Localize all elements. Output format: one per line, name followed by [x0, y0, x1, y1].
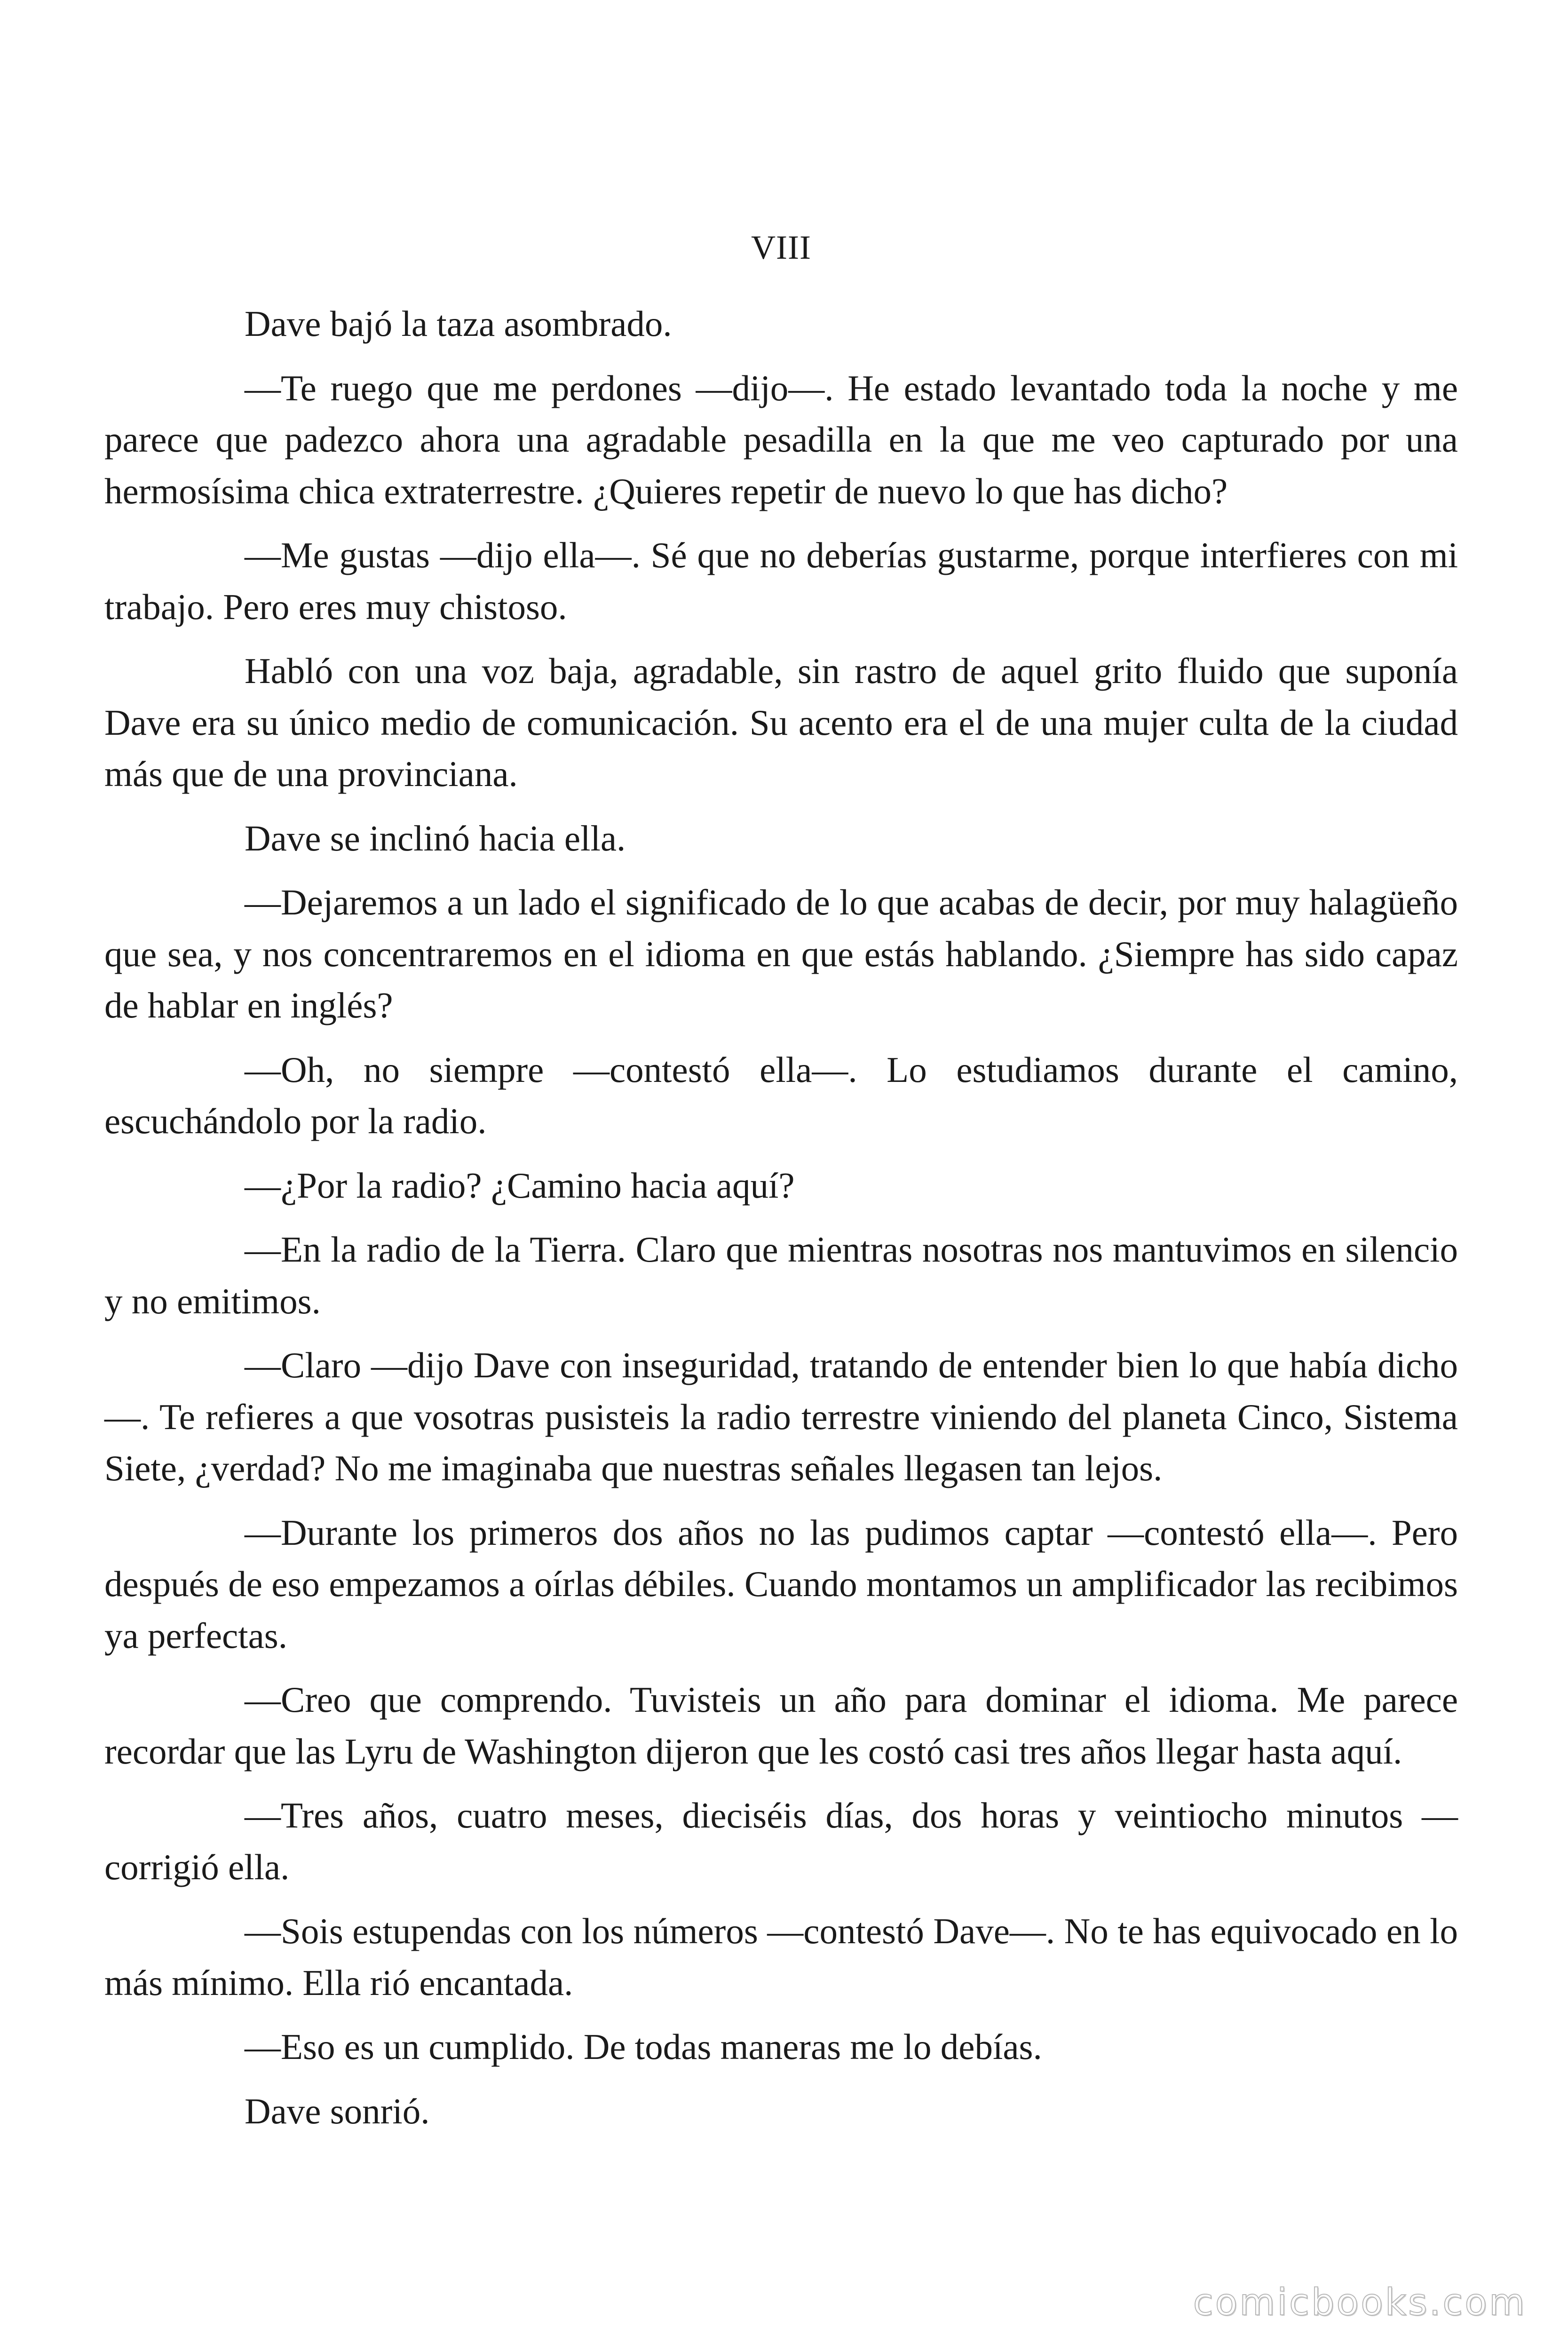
watermark: comicbooks.com [1193, 2281, 1527, 2324]
paragraph: Dave bajó la taza asombrado. [245, 303, 672, 344]
paragraph: —Durante los primeros dos años no las pudimos captar —contestó ella—. Pero después de eso empezamos a oírlas débiles. Cuando montamos un amplificador las recibimos ya perfectas. [104, 1512, 1458, 1656]
paragraph: —Te ruego que me perdones —dijo—. He estado levantado toda la noche y me parece que padezco ahora una agradable pesadilla en la que me veo capturado por una hermosísima chica extraterrestre. ¿Quieres repetir de nuevo lo que has dicho? [104, 367, 1458, 511]
paragraph: —Sois estupendas con los números —contestó Dave—. No te has equivocado en lo más mínimo. Ella rió encantada. [104, 1911, 1458, 2003]
chapter-title: VIII [751, 229, 811, 266]
paragraph: —Creo que comprendo. Tuvisteis un año para dominar el idioma. Me parece recordar que las Lyru de Washington dijeron que les costó casi tres años llegar hasta aquí. [104, 1679, 1458, 1772]
paragraph: Dave se inclinó hacia ella. [245, 818, 626, 858]
paragraph: Habló con una voz baja, agradable, sin rastro de aquel grito fluido que suponía Dave era su único medio de comunicación. Su acento era el de una mujer culta de la ciudad más que de una provinciana. [104, 651, 1458, 794]
book-page [104, 230, 1458, 2150]
paragraph: —Me gustas —dijo ella—. Sé que no deberías gustarme, porque interfieres con mi trabajo. Pero eres muy chistoso. [104, 535, 1458, 627]
paragraph: —Tres años, cuatro meses, dieciséis días, dos horas y veintiocho minutos —corrigió ella. [104, 1795, 1458, 1887]
paragraph: —Claro —dijo Dave con inseguridad, tratando de entender bien lo que había dicho—. Te refieres a que vosotras pusisteis la radio terrestre viniendo del planeta Cinco, Sistema Siete, ¿verdad? No me imaginaba que nuestras señales llegasen tan lejos. [104, 1345, 1458, 1488]
paragraph: —Eso es un cumplido. De todas maneras me lo debías. [245, 2026, 1042, 2067]
paragraph: —¿Por la radio? ¿Camino hacia aquí? [245, 1165, 795, 1206]
paragraph: —En la radio de la Tierra. Claro que mientras nosotras nos mantuvimos en silencio y no emitimos. [104, 1229, 1458, 1321]
paragraph: Dave sonrió. [245, 2090, 430, 2131]
paragraph: —Oh, no siempre —contestó ella—. Lo estudiamos durante el camino, escuchándolo por la radio. [104, 1049, 1458, 1141]
paragraph: —Dejaremos a un lado el significado de lo que acabas de decir, por muy halagüeño que sea, y nos concentraremos en el idioma en que estás hablando. ¿Siempre has sido capaz de hablar en inglés? [104, 882, 1458, 1025]
